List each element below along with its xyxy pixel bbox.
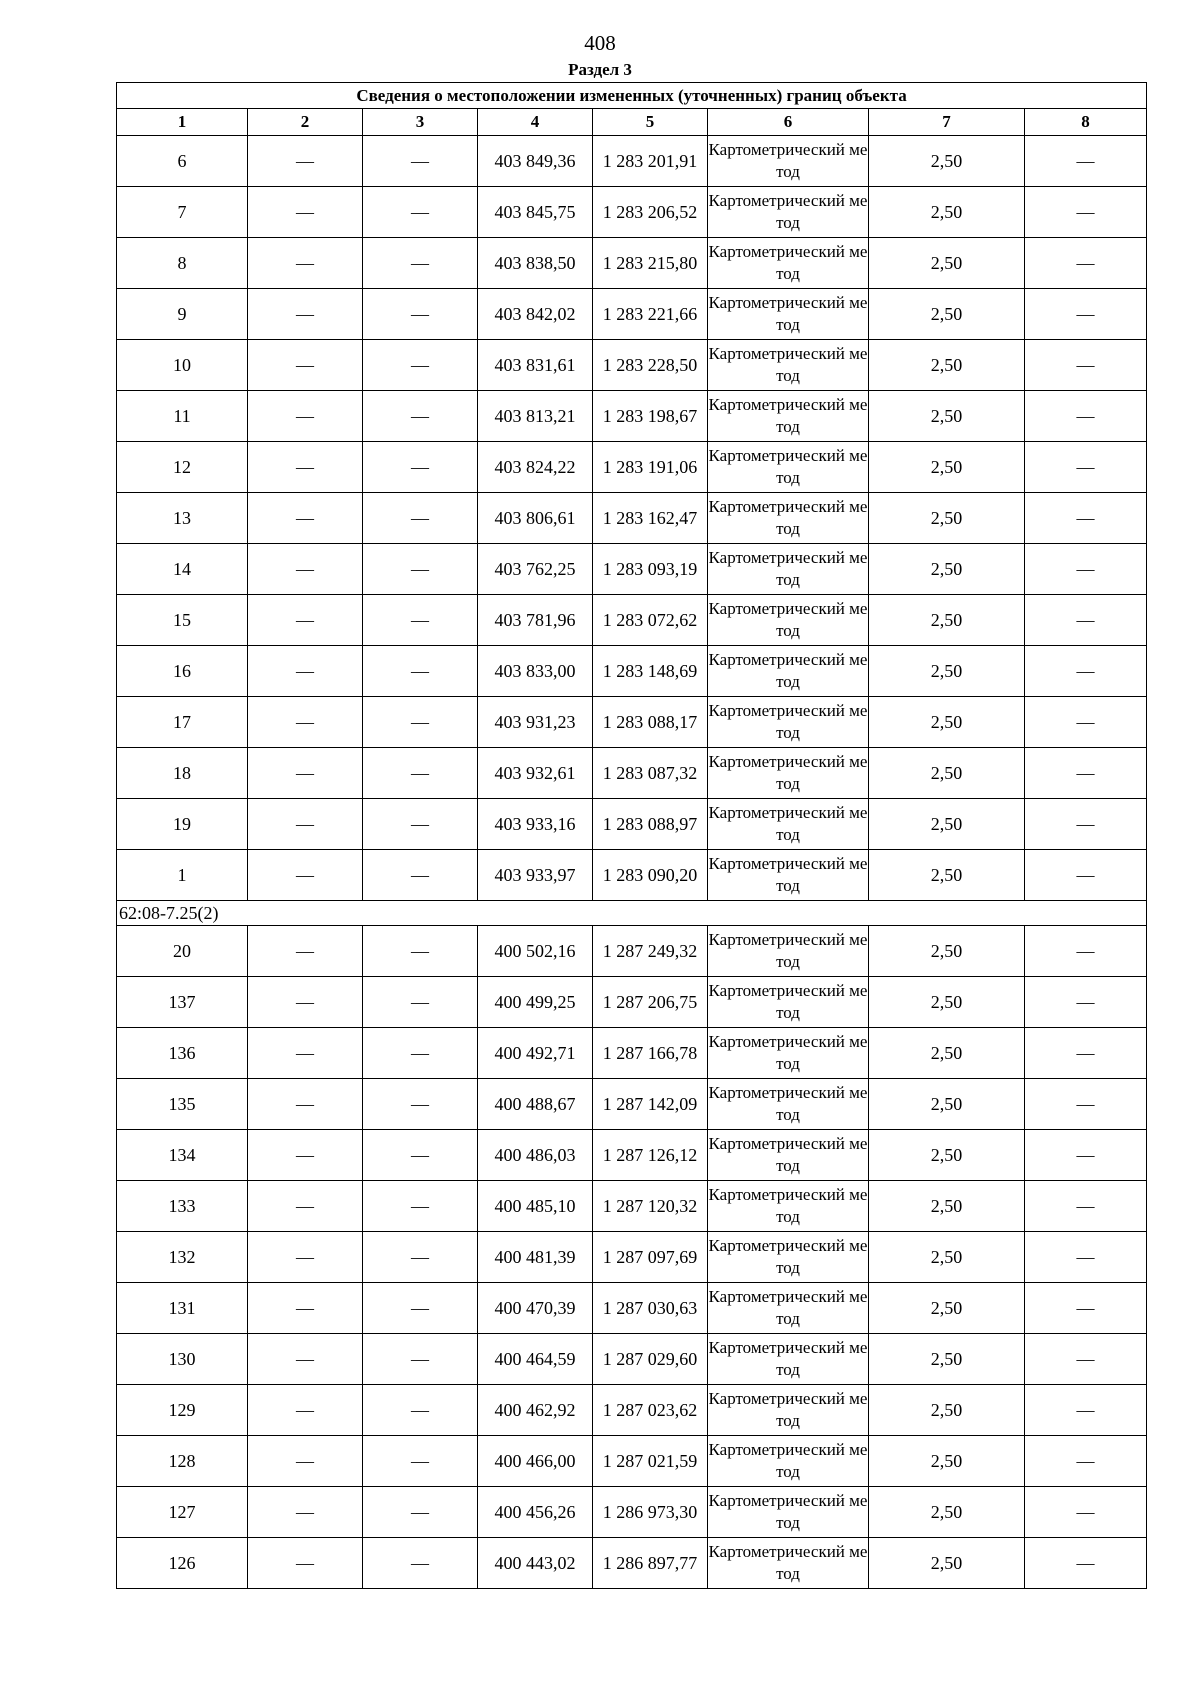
- x-coordinate-cell: 403 838,50: [478, 238, 593, 289]
- column-2-cell: —: [248, 926, 363, 977]
- column-header: 2: [248, 109, 363, 136]
- column-2-cell: —: [248, 799, 363, 850]
- y-coordinate-cell: 1 283 198,67: [593, 391, 708, 442]
- y-coordinate-cell: 1 283 148,69: [593, 646, 708, 697]
- group-row: [117, 901, 1147, 926]
- precision-cell: 2,50: [869, 850, 1025, 901]
- method-text: Картометрический метод: [708, 344, 868, 385]
- x-coordinate-cell: 400 470,39: [478, 1283, 593, 1334]
- column-8-cell: —: [1025, 926, 1147, 977]
- column-3-cell: —: [363, 442, 478, 493]
- table-row: [117, 136, 1147, 187]
- boundary-coordinates-table: [116, 82, 1147, 1589]
- method-text: Картометрический метод: [708, 930, 868, 971]
- point-number-cell: 14: [117, 544, 248, 595]
- table-row: [117, 1538, 1147, 1589]
- column-2-cell: —: [248, 1436, 363, 1487]
- precision-cell: 2,50: [869, 1130, 1025, 1181]
- point-number-cell: 136: [117, 1028, 248, 1079]
- precision-cell: 2,50: [869, 748, 1025, 799]
- y-coordinate-cell: 1 287 097,69: [593, 1232, 708, 1283]
- column-8-cell: —: [1025, 493, 1147, 544]
- table-caption: Сведения о местоположении измененных (уточненных) границ объекта: [117, 83, 1147, 109]
- method-cell: [708, 289, 869, 340]
- column-8-cell: —: [1025, 1283, 1147, 1334]
- x-coordinate-cell: 403 781,96: [478, 595, 593, 646]
- method-cell: [708, 1130, 869, 1181]
- column-2-cell: —: [248, 493, 363, 544]
- precision-cell: 2,50: [869, 646, 1025, 697]
- table-row: [117, 187, 1147, 238]
- precision-cell: 2,50: [869, 799, 1025, 850]
- column-2-cell: —: [248, 391, 363, 442]
- x-coordinate-cell: 403 813,21: [478, 391, 593, 442]
- parcel-number: 62:08-7.25(2): [117, 901, 1147, 926]
- y-coordinate-cell: 1 283 090,20: [593, 850, 708, 901]
- column-8-cell: —: [1025, 697, 1147, 748]
- column-3-cell: —: [363, 544, 478, 595]
- point-number-cell: 6: [117, 136, 248, 187]
- column-8-cell: —: [1025, 1181, 1147, 1232]
- column-8-cell: —: [1025, 646, 1147, 697]
- column-8-cell: —: [1025, 136, 1147, 187]
- column-8-cell: —: [1025, 977, 1147, 1028]
- column-8-cell: —: [1025, 1385, 1147, 1436]
- method-text: Картометрический метод: [708, 1440, 868, 1481]
- column-8-cell: —: [1025, 595, 1147, 646]
- section-title: Раздел 3: [568, 60, 632, 79]
- method-cell: [708, 926, 869, 977]
- method-text: Картометрический метод: [708, 293, 868, 334]
- column-2-cell: —: [248, 238, 363, 289]
- column-3-cell: —: [363, 1079, 478, 1130]
- table-row: [117, 1181, 1147, 1232]
- column-3-cell: —: [363, 1028, 478, 1079]
- column-header: 7: [869, 109, 1025, 136]
- precision-cell: 2,50: [869, 1385, 1025, 1436]
- column-2-cell: —: [248, 1079, 363, 1130]
- method-text: Картометрический метод: [708, 1491, 868, 1532]
- precision-cell: 2,50: [869, 697, 1025, 748]
- column-2-cell: —: [248, 1232, 363, 1283]
- y-coordinate-cell: 1 287 249,32: [593, 926, 708, 977]
- column-8-cell: —: [1025, 442, 1147, 493]
- y-coordinate-cell: 1 283 221,66: [593, 289, 708, 340]
- column-2-cell: —: [248, 595, 363, 646]
- table-row: [117, 646, 1147, 697]
- column-2-cell: —: [248, 187, 363, 238]
- column-3-cell: —: [363, 238, 478, 289]
- y-coordinate-cell: 1 283 072,62: [593, 595, 708, 646]
- method-cell: [708, 1487, 869, 1538]
- column-3-cell: —: [363, 799, 478, 850]
- table-row: [117, 442, 1147, 493]
- column-8-cell: —: [1025, 238, 1147, 289]
- y-coordinate-cell: 1 287 126,12: [593, 1130, 708, 1181]
- precision-cell: 2,50: [869, 1436, 1025, 1487]
- point-number-cell: 13: [117, 493, 248, 544]
- method-cell: [708, 238, 869, 289]
- x-coordinate-cell: 403 762,25: [478, 544, 593, 595]
- method-cell: [708, 595, 869, 646]
- method-cell: [708, 442, 869, 493]
- point-number-cell: 130: [117, 1334, 248, 1385]
- column-3-cell: —: [363, 1232, 478, 1283]
- column-2-cell: —: [248, 340, 363, 391]
- method-text: Картометрический метод: [708, 1287, 868, 1328]
- precision-cell: 2,50: [869, 595, 1025, 646]
- table-row: [117, 1079, 1147, 1130]
- column-2-cell: —: [248, 1028, 363, 1079]
- method-cell: [708, 799, 869, 850]
- table-row: [117, 1283, 1147, 1334]
- table-row: [117, 850, 1147, 901]
- y-coordinate-cell: 1 287 206,75: [593, 977, 708, 1028]
- y-coordinate-cell: 1 283 088,97: [593, 799, 708, 850]
- column-2-cell: —: [248, 442, 363, 493]
- y-coordinate-cell: 1 287 120,32: [593, 1181, 708, 1232]
- column-2-cell: —: [248, 544, 363, 595]
- x-coordinate-cell: 400 486,03: [478, 1130, 593, 1181]
- x-coordinate-cell: 400 499,25: [478, 977, 593, 1028]
- method-text: Картометрический метод: [708, 548, 868, 589]
- y-coordinate-cell: 1 287 021,59: [593, 1436, 708, 1487]
- column-8-cell: —: [1025, 1079, 1147, 1130]
- point-number-cell: 11: [117, 391, 248, 442]
- y-coordinate-cell: 1 283 228,50: [593, 340, 708, 391]
- precision-cell: 2,50: [869, 926, 1025, 977]
- column-8-cell: —: [1025, 1334, 1147, 1385]
- precision-cell: 2,50: [869, 1232, 1025, 1283]
- method-cell: [708, 977, 869, 1028]
- column-header: 6: [708, 109, 869, 136]
- column-2-cell: —: [248, 1181, 363, 1232]
- point-number-cell: 17: [117, 697, 248, 748]
- precision-cell: 2,50: [869, 1181, 1025, 1232]
- table-row: [117, 1385, 1147, 1436]
- method-text: Картометрический метод: [708, 599, 868, 640]
- method-text: Картометрический метод: [708, 1236, 868, 1277]
- y-coordinate-cell: 1 286 973,30: [593, 1487, 708, 1538]
- column-2-cell: —: [248, 697, 363, 748]
- table-body: [117, 136, 1147, 1589]
- precision-cell: 2,50: [869, 289, 1025, 340]
- point-number-cell: 15: [117, 595, 248, 646]
- column-2-cell: —: [248, 1130, 363, 1181]
- column-8-cell: —: [1025, 748, 1147, 799]
- x-coordinate-cell: 400 502,16: [478, 926, 593, 977]
- point-number-cell: 131: [117, 1283, 248, 1334]
- precision-cell: 2,50: [869, 187, 1025, 238]
- point-number-cell: 12: [117, 442, 248, 493]
- column-3-cell: —: [363, 697, 478, 748]
- x-coordinate-cell: 403 806,61: [478, 493, 593, 544]
- column-header: 1: [117, 109, 248, 136]
- x-coordinate-cell: 403 932,61: [478, 748, 593, 799]
- table-row: [117, 926, 1147, 977]
- column-2-cell: —: [248, 289, 363, 340]
- column-2-cell: —: [248, 1538, 363, 1589]
- x-coordinate-cell: 400 481,39: [478, 1232, 593, 1283]
- x-coordinate-cell: 400 456,26: [478, 1487, 593, 1538]
- x-coordinate-cell: 403 933,16: [478, 799, 593, 850]
- method-cell: [708, 1181, 869, 1232]
- precision-cell: 2,50: [869, 442, 1025, 493]
- column-3-cell: —: [363, 187, 478, 238]
- method-text: Картометрический метод: [708, 1083, 868, 1124]
- method-text: Картометрический метод: [708, 1185, 868, 1226]
- method-cell: [708, 697, 869, 748]
- method-cell: [708, 1028, 869, 1079]
- x-coordinate-cell: 400 464,59: [478, 1334, 593, 1385]
- x-coordinate-cell: 400 488,67: [478, 1079, 593, 1130]
- table-row: [117, 1487, 1147, 1538]
- table-row: [117, 1130, 1147, 1181]
- x-coordinate-cell: 403 933,97: [478, 850, 593, 901]
- y-coordinate-cell: 1 287 029,60: [593, 1334, 708, 1385]
- method-cell: [708, 493, 869, 544]
- table-row: [117, 595, 1147, 646]
- column-3-cell: —: [363, 646, 478, 697]
- method-cell: [708, 1385, 869, 1436]
- column-3-cell: —: [363, 1283, 478, 1334]
- table-row: [117, 697, 1147, 748]
- point-number-cell: 9: [117, 289, 248, 340]
- precision-cell: 2,50: [869, 1079, 1025, 1130]
- column-3-cell: —: [363, 493, 478, 544]
- method-text: Картометрический метод: [708, 1134, 868, 1175]
- column-3-cell: —: [363, 850, 478, 901]
- table-row: [117, 340, 1147, 391]
- table-row: [117, 493, 1147, 544]
- method-cell: [708, 850, 869, 901]
- column-number-row: [117, 109, 1147, 136]
- column-8-cell: —: [1025, 1130, 1147, 1181]
- column-3-cell: —: [363, 1538, 478, 1589]
- precision-cell: 2,50: [869, 391, 1025, 442]
- column-3-cell: —: [363, 977, 478, 1028]
- precision-cell: 2,50: [869, 1334, 1025, 1385]
- column-8-cell: —: [1025, 340, 1147, 391]
- method-text: Картометрический метод: [708, 395, 868, 436]
- precision-cell: 2,50: [869, 977, 1025, 1028]
- column-3-cell: —: [363, 1487, 478, 1538]
- column-2-cell: —: [248, 1283, 363, 1334]
- method-text: Картометрический метод: [708, 752, 868, 793]
- method-cell: [708, 748, 869, 799]
- method-text: Картометрический метод: [708, 191, 868, 232]
- point-number-cell: 8: [117, 238, 248, 289]
- method-cell: [708, 340, 869, 391]
- x-coordinate-cell: 403 824,22: [478, 442, 593, 493]
- point-number-cell: 19: [117, 799, 248, 850]
- x-coordinate-cell: 400 485,10: [478, 1181, 593, 1232]
- x-coordinate-cell: 403 931,23: [478, 697, 593, 748]
- method-cell: [708, 1079, 869, 1130]
- column-8-cell: —: [1025, 1538, 1147, 1589]
- precision-cell: 2,50: [869, 493, 1025, 544]
- x-coordinate-cell: 403 845,75: [478, 187, 593, 238]
- x-coordinate-cell: 403 842,02: [478, 289, 593, 340]
- method-text: Картометрический метод: [708, 981, 868, 1022]
- precision-cell: 2,50: [869, 1028, 1025, 1079]
- method-cell: [708, 391, 869, 442]
- point-number-cell: 137: [117, 977, 248, 1028]
- point-number-cell: 7: [117, 187, 248, 238]
- column-3-cell: —: [363, 1385, 478, 1436]
- column-8-cell: —: [1025, 544, 1147, 595]
- point-number-cell: 128: [117, 1436, 248, 1487]
- table-row: [117, 1028, 1147, 1079]
- y-coordinate-cell: 1 283 201,91: [593, 136, 708, 187]
- table-row: [117, 1334, 1147, 1385]
- table-row: [117, 748, 1147, 799]
- point-number-cell: 129: [117, 1385, 248, 1436]
- method-cell: [708, 1232, 869, 1283]
- y-coordinate-cell: 1 287 023,62: [593, 1385, 708, 1436]
- column-3-cell: —: [363, 136, 478, 187]
- column-header: 8: [1025, 109, 1147, 136]
- column-8-cell: —: [1025, 1028, 1147, 1079]
- y-coordinate-cell: 1 287 030,63: [593, 1283, 708, 1334]
- column-8-cell: —: [1025, 1487, 1147, 1538]
- column-3-cell: —: [363, 1436, 478, 1487]
- y-coordinate-cell: 1 287 166,78: [593, 1028, 708, 1079]
- column-2-cell: —: [248, 850, 363, 901]
- y-coordinate-cell: 1 283 088,17: [593, 697, 708, 748]
- x-coordinate-cell: 400 466,00: [478, 1436, 593, 1487]
- point-number-cell: 18: [117, 748, 248, 799]
- column-3-cell: —: [363, 340, 478, 391]
- column-header: 4: [478, 109, 593, 136]
- precision-cell: 2,50: [869, 1487, 1025, 1538]
- column-2-cell: —: [248, 646, 363, 697]
- method-text: Картометрический метод: [708, 1542, 868, 1583]
- method-cell: [708, 1436, 869, 1487]
- point-number-cell: 16: [117, 646, 248, 697]
- x-coordinate-cell: 400 443,02: [478, 1538, 593, 1589]
- column-2-cell: —: [248, 1487, 363, 1538]
- method-text: Картометрический метод: [708, 650, 868, 691]
- method-cell: [708, 1334, 869, 1385]
- column-3-cell: —: [363, 748, 478, 799]
- method-text: Картометрический метод: [708, 854, 868, 895]
- point-number-cell: 126: [117, 1538, 248, 1589]
- method-text: Картометрический метод: [708, 1338, 868, 1379]
- x-coordinate-cell: 403 833,00: [478, 646, 593, 697]
- table-row: [117, 391, 1147, 442]
- method-text: Картометрический метод: [708, 242, 868, 283]
- precision-cell: 2,50: [869, 1283, 1025, 1334]
- method-text: Картометрический метод: [708, 140, 868, 181]
- column-2-cell: —: [248, 136, 363, 187]
- method-text: Картометрический метод: [708, 701, 868, 742]
- method-text: Картометрический метод: [708, 446, 868, 487]
- point-number-cell: 127: [117, 1487, 248, 1538]
- x-coordinate-cell: 400 462,92: [478, 1385, 593, 1436]
- table-row: [117, 1232, 1147, 1283]
- column-3-cell: —: [363, 926, 478, 977]
- point-number-cell: 132: [117, 1232, 248, 1283]
- x-coordinate-cell: 400 492,71: [478, 1028, 593, 1079]
- y-coordinate-cell: 1 286 897,77: [593, 1538, 708, 1589]
- y-coordinate-cell: 1 283 206,52: [593, 187, 708, 238]
- precision-cell: 2,50: [869, 1538, 1025, 1589]
- column-8-cell: —: [1025, 1232, 1147, 1283]
- table-row: [117, 977, 1147, 1028]
- column-8-cell: —: [1025, 289, 1147, 340]
- column-header: 5: [593, 109, 708, 136]
- column-2-cell: —: [248, 977, 363, 1028]
- point-number-cell: 10: [117, 340, 248, 391]
- y-coordinate-cell: 1 287 142,09: [593, 1079, 708, 1130]
- precision-cell: 2,50: [869, 340, 1025, 391]
- y-coordinate-cell: 1 283 093,19: [593, 544, 708, 595]
- method-cell: [708, 1283, 869, 1334]
- column-3-cell: —: [363, 1130, 478, 1181]
- column-8-cell: —: [1025, 799, 1147, 850]
- table-row: [117, 799, 1147, 850]
- column-8-cell: —: [1025, 850, 1147, 901]
- method-text: Картометрический метод: [708, 1032, 868, 1073]
- precision-cell: 2,50: [869, 238, 1025, 289]
- point-number-cell: 1: [117, 850, 248, 901]
- point-number-cell: 20: [117, 926, 248, 977]
- method-cell: [708, 646, 869, 697]
- method-cell: [708, 1538, 869, 1589]
- method-cell: [708, 136, 869, 187]
- column-3-cell: —: [363, 289, 478, 340]
- method-text: Картометрический метод: [708, 803, 868, 844]
- y-coordinate-cell: 1 283 087,32: [593, 748, 708, 799]
- method-cell: [708, 187, 869, 238]
- column-2-cell: —: [248, 748, 363, 799]
- column-3-cell: —: [363, 391, 478, 442]
- precision-cell: 2,50: [869, 544, 1025, 595]
- column-3-cell: —: [363, 595, 478, 646]
- table-row: [117, 1436, 1147, 1487]
- column-8-cell: —: [1025, 1436, 1147, 1487]
- x-coordinate-cell: 403 831,61: [478, 340, 593, 391]
- y-coordinate-cell: 1 283 215,80: [593, 238, 708, 289]
- method-text: Картометрический метод: [708, 1389, 868, 1430]
- column-8-cell: —: [1025, 187, 1147, 238]
- column-2-cell: —: [248, 1385, 363, 1436]
- table-row: [117, 238, 1147, 289]
- y-coordinate-cell: 1 283 191,06: [593, 442, 708, 493]
- column-8-cell: —: [1025, 391, 1147, 442]
- column-2-cell: —: [248, 1334, 363, 1385]
- point-number-cell: 134: [117, 1130, 248, 1181]
- column-header: 3: [363, 109, 478, 136]
- column-3-cell: —: [363, 1181, 478, 1232]
- point-number-cell: 133: [117, 1181, 248, 1232]
- table-row: [117, 544, 1147, 595]
- table-row: [117, 289, 1147, 340]
- method-cell: [708, 544, 869, 595]
- point-number-cell: 135: [117, 1079, 248, 1130]
- y-coordinate-cell: 1 283 162,47: [593, 493, 708, 544]
- page-number: 408: [584, 31, 616, 55]
- x-coordinate-cell: 403 849,36: [478, 136, 593, 187]
- column-3-cell: —: [363, 1334, 478, 1385]
- method-text: Картометрический метод: [708, 497, 868, 538]
- precision-cell: 2,50: [869, 136, 1025, 187]
